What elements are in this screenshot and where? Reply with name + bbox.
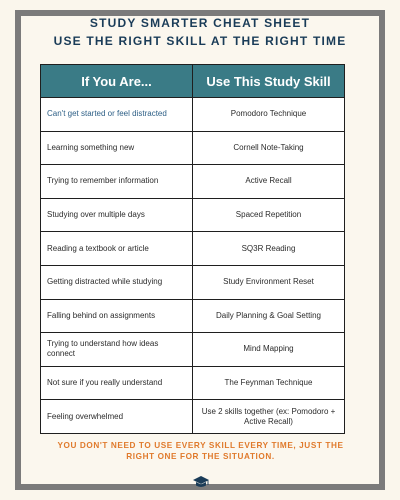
table-row <box>41 131 345 165</box>
table-row <box>41 165 345 199</box>
footer-line-2: RIGHT ONE FOR THE SITUATION. <box>126 452 275 461</box>
situation-cell: Not sure if you really understand <box>41 366 193 400</box>
table-row <box>41 265 345 299</box>
graduation-cap-icon <box>192 475 210 489</box>
situation-cell: Reading a textbook or article <box>41 232 193 266</box>
table-row <box>41 232 345 266</box>
skill-cell: Daily Planning & Goal Setting <box>193 299 345 333</box>
situation-cell: Getting distracted while studying <box>41 265 193 299</box>
skill-cell: Study Environment Reset <box>193 265 345 299</box>
sheet-title: STUDY SMARTER CHEAT SHEET <box>89 16 311 30</box>
skill-cell: Cornell Note-Taking <box>193 131 345 165</box>
table-row <box>41 198 345 232</box>
table-row <box>41 98 345 132</box>
footer-note <box>48 440 353 462</box>
skill-cell: Use 2 skills together (ex: Pomodoro + Active Recall) <box>193 400 345 434</box>
skill-cell: Pomodoro Technique <box>193 98 345 132</box>
column-header-skill: Use This Study Skill <box>193 65 345 98</box>
study-skill-table <box>40 64 345 434</box>
skill-cell: Active Recall <box>193 165 345 199</box>
situation-cell: Falling behind on assignments <box>41 299 193 333</box>
sheet-subtitle: USE THE RIGHT SKILL AT THE RIGHT TIME <box>53 34 347 48</box>
column-header-situation: If You Are... <box>41 65 193 98</box>
table-row <box>41 400 345 434</box>
table-header-row <box>41 65 345 98</box>
skill-cell: SQ3R Reading <box>193 232 345 266</box>
skill-cell: Spaced Repetition <box>193 198 345 232</box>
table-row <box>41 299 345 333</box>
situation-cell: Can't get started or feel distracted <box>41 98 193 132</box>
situation-cell: Learning something new <box>41 131 193 165</box>
table-row <box>41 333 345 367</box>
skill-cell: Mind Mapping <box>193 333 345 367</box>
situation-cell: Studying over multiple days <box>41 198 193 232</box>
footer-line-1: YOU DON'T NEED TO USE EVERY SKILL EVERY TIME, JUST THE <box>57 441 344 450</box>
situation-cell: Trying to remember information <box>41 165 193 199</box>
situation-cell: Feeling overwhelmed <box>41 400 193 434</box>
skill-cell: The Feynman Technique <box>193 366 345 400</box>
situation-cell: Trying to understand how ideas connect <box>41 333 193 367</box>
table-row <box>41 366 345 400</box>
